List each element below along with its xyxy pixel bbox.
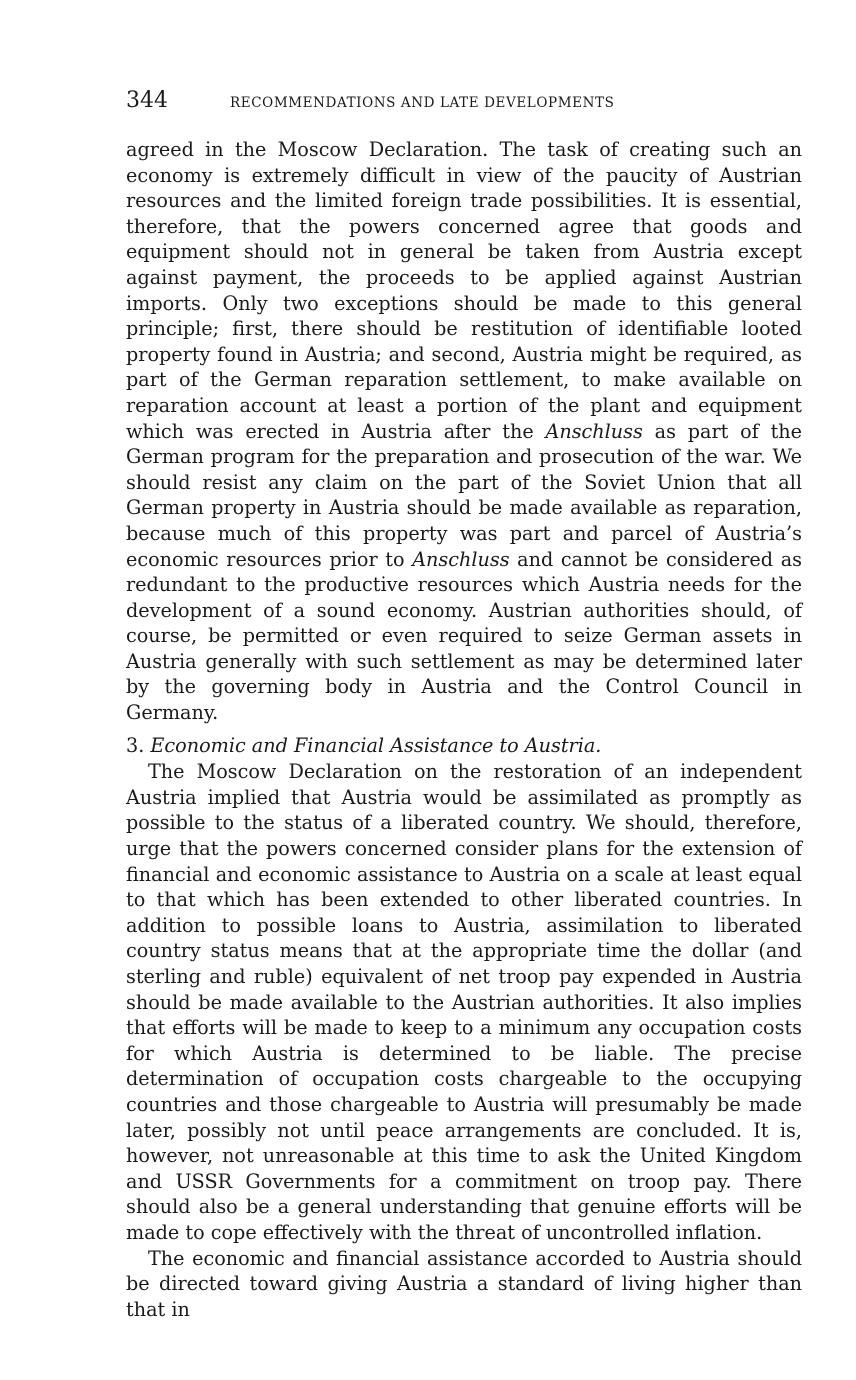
italic-term-anschluss: Anschluss	[412, 547, 510, 571]
body-text	[126, 137, 802, 1322]
paragraph-3: The economic and financial assistance accorded to Austria should be directed toward giving Austria a standard of living higher than that in	[126, 1246, 802, 1321]
paragraph-continued	[126, 137, 802, 726]
paragraph-1-text-c: and cannot be considered as redundant to the productive resources which Austria needs for the development of a sound economy. Austrian authorities should, of course, be permitted or even required to seize German assets in Austria generally with such settlement as may be determined later by the governing body in Austria and the Control Council in Germany.	[126, 547, 802, 725]
section-heading	[126, 733, 802, 759]
running-header	[126, 88, 802, 118]
running-title: RECOMMENDATIONS AND LATE DEVELOPMENTS	[230, 95, 615, 111]
page-number: 344	[126, 88, 168, 113]
paragraph-1-text-b: as part of the German program for the preparation and prosecution of the war. We should resist any claim on the part of the Soviet Union that all German property in Austria should be made available as reparation, because much of this property was part and parcel of Austria’s economic resources prior to	[126, 419, 802, 571]
paragraph-2: The Moscow Declaration on the restoration of an independent Austria implied that Austria would be assimilated as promptly as possible to the status of a liberated country. We should, therefore, urge that the powers concerned consider plans for the extension of financial and economic assistance to Austria on a scale at least equal to that which has been extended to other liberated countries. In addition to possible loans to Austria, assimilation to liberated country status means that at the appropriate time the dollar (and sterling and ruble) equivalent of net troop pay expended in Austria should be made available to the Austrian authorities. It also implies that efforts will be made to keep to a minimum any occupation costs for which Austria is determined to be liable. The precise determination of occupation costs chargeable to the occupying countries and those chargeable to Austria will presumably be made later, possibly not until peace arrangements are concluded. It is, however, not unreasonable at this time to ask the United Kingdom and USSR Governments for a commitment on troop pay. There should also be a general understanding that genuine efforts will be made to cope effectively with the threat of uncontrolled inflation.	[126, 760, 802, 1244]
section-number: 3.	[126, 733, 145, 757]
italic-term-anschluss: Anschluss	[545, 419, 643, 443]
paragraph-1-text-a: agreed in the Moscow Declaration. The task of creating such an economy is extremely difficult in view of the paucity of Austrian resources and the limited foreign trade possibilities. It is essential, therefore, that the powers concerned agree that goods and equipment should not in general be taken from Austria except against payment, the proceeds to be applied against Austrian imports. Only two exceptions should be made to this general principle; first, there should be restitution of identifiable looted property found in Austria; and second, Austria might be required, as part of the German reparation settlement, to make available on reparation account at least a portion of the plant and equipment which was erected in Austria after the	[126, 138, 802, 443]
section-title: Economic and Financial Assistance to Austria.	[150, 733, 602, 757]
